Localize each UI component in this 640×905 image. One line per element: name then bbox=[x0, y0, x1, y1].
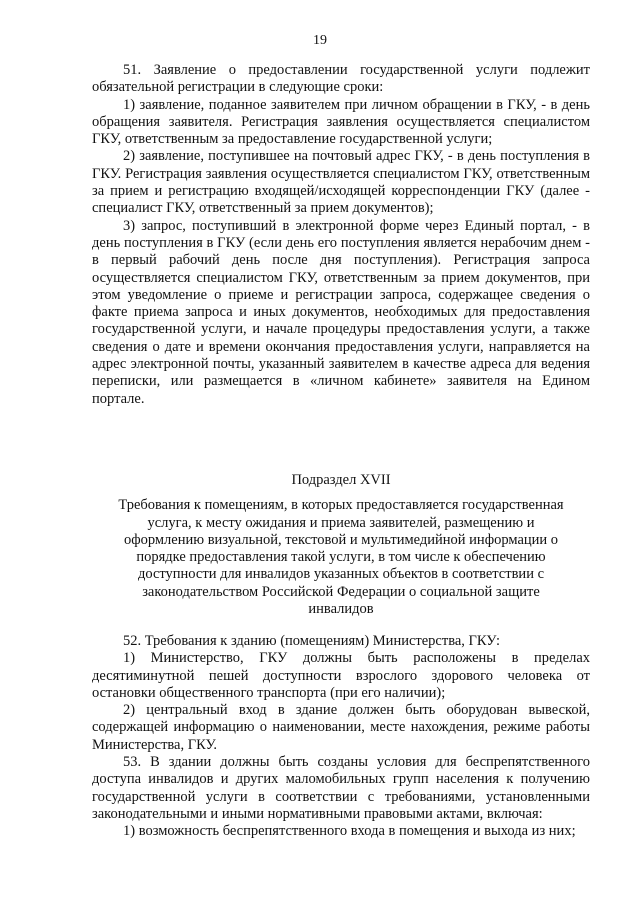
paragraph-51-item-2: 2) заявление, поступившее на почтовый адрес ГКУ, - в день поступления в ГКУ. Регистрация заявления осуществляется специалистом ГКУ, ответственным за прием и регистрацию входящей/исходящей корреспонденции ГКУ (далее - специалист ГКУ, ответственный за прием документов); bbox=[92, 148, 590, 217]
paragraph-52-item-1: 1) Министерство, ГКУ должны быть расположены в пределах десятиминутной пешей доступности взрослого здорового человека от остановки общественного транспорта (при его наличии); bbox=[92, 650, 590, 701]
subsection-subject: Требования к помещениям, в которых предоставляется государственная услуга, к месту ожидания и приема заявителей, размещению и оформлению визуальной, текстовой и мультимедийной информации о порядке предоставления такой услуги, в том числе к обеспечению доступности для инвалидов указанных объектов в соответствии с законодательством Российской Федерации о социальной защите инвалидов bbox=[118, 497, 564, 618]
paragraph-52: 52. Требования к зданию (помещениям) Министерства, ГКУ: bbox=[123, 633, 501, 649]
registration-deadlines-section bbox=[92, 62, 590, 408]
paragraph-53: 53. В здании должны быть созданы условия для беспрепятственного доступа инвалидов и других маломобильных групп населения к получению государственной услуги в соответствии с требованиями, установленными законодательными и иными нормативными правовыми актами, включая: bbox=[92, 754, 590, 822]
subsection-label: Подраздел XVII bbox=[291, 472, 391, 488]
paragraph-51-item-3: 3) запрос, поступивший в электронной форме через Единый портал, - в день поступления в ГКУ (если день его поступления является нерабочим днем - в первый рабочий день после дня поступления). Регистрация запроса осуществляется специалистом ГКУ, ответственным за прием документов, при этом уведомление о приеме и регистрации запроса, содержащее сведения о факте приема запроса и иных документов, необходимых для предоставления государственной услуги, и начале процедуры предоставления услуги, а также сведения о дате и времени окончания предоставления услуги, направляется на адрес электронной почты, указанный заявителем в качестве адреса для ведения переписки, или размещается в «личном кабинете» заявителя на Едином портале. bbox=[92, 217, 590, 407]
paragraph-51-item-1: 1) заявление, поданное заявителем при личном обращении в ГКУ, - в день обращения заявителя. Регистрация заявления осуществляется специалистом ГКУ, ответственным за предоставление государственной услуги; bbox=[92, 96, 590, 148]
paragraph-53-item-1: 1) возможность беспрепятственного входа в помещения и выхода из них; bbox=[123, 823, 576, 840]
subsection-heading bbox=[92, 472, 590, 618]
premises-requirements-section bbox=[92, 633, 590, 841]
page-number: 19 bbox=[313, 33, 327, 48]
paragraph-52-item-2: 2) центральный вход в здание должен быть оборудован вывеской, содержащей информацию о наименовании, месте нахождения, режиме работы Министерства, ГКУ. bbox=[92, 702, 590, 753]
paragraph-51: 51. Заявление о предоставлении государственной услуги подлежит обязательной регистрации в следующие сроки: bbox=[92, 62, 590, 96]
